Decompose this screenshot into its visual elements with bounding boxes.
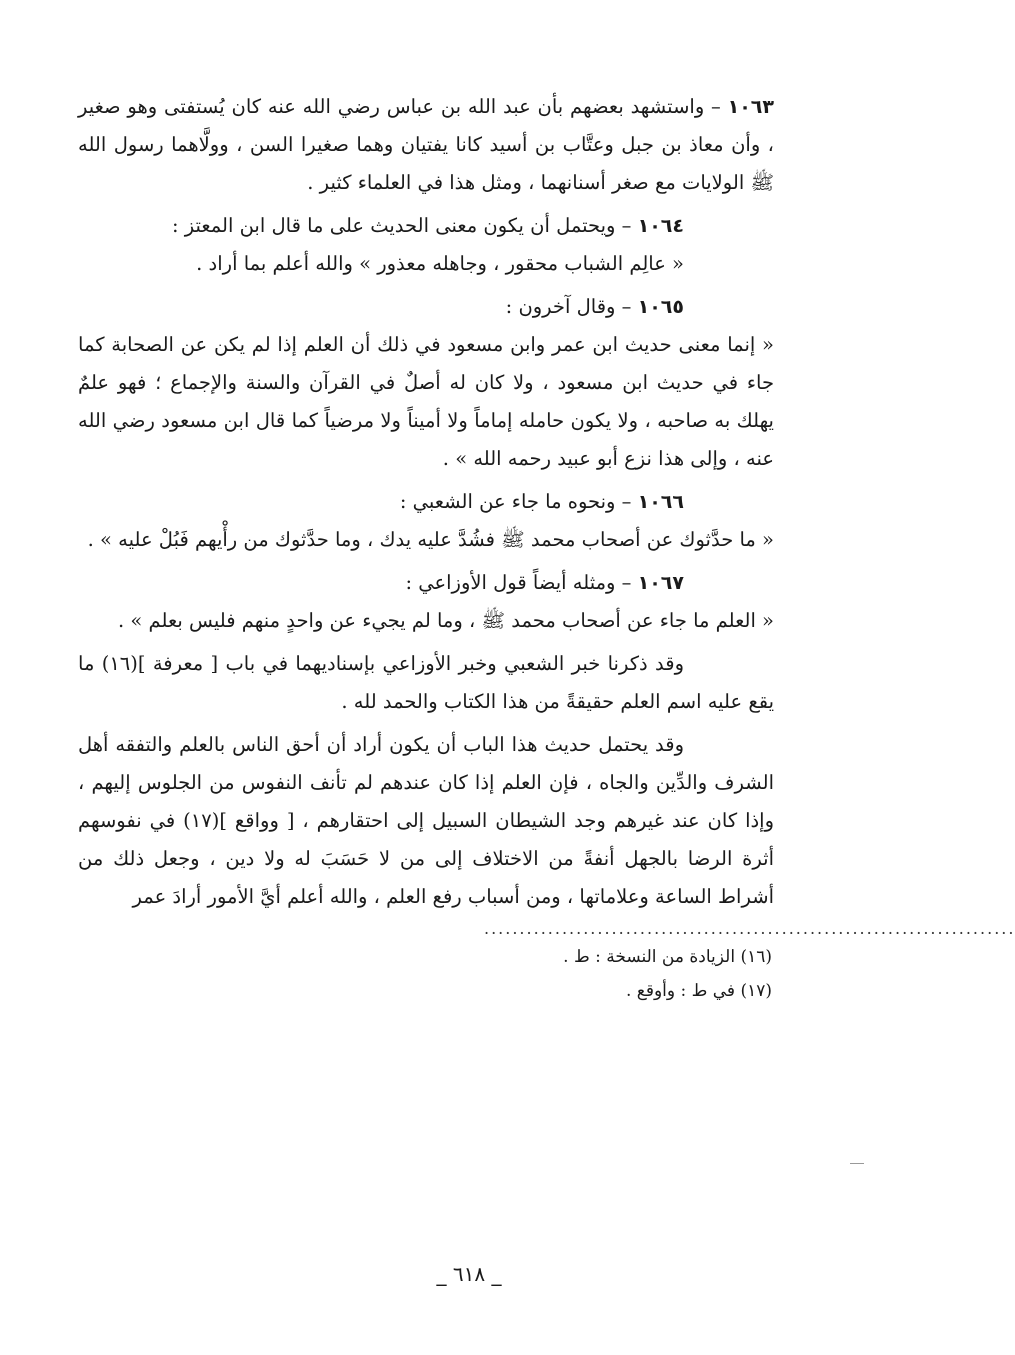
footnote-16: (١٦) الزيادة من النسخة : ط . (563, 947, 772, 967)
text-line: – وقال آخرون : (505, 295, 632, 318)
text-line: « إنما معنى حديث ابن عمر وابن مسعود في ذلك أن العلم إذا لم يكن عن الصحابة (111, 333, 774, 356)
paragraph-1067 (78, 564, 774, 602)
page-body (78, 88, 1015, 1328)
footnote-separator: ........................................................................... (484, 919, 1015, 938)
paragraph-1066 (78, 483, 774, 521)
text-line: « عالِم الشباب محقور ، وجاهله معذور » والله أعلم بما أراد . (196, 252, 684, 275)
scan-mark (850, 1163, 864, 1164)
text-line: – ويحتمل أن يكون معنى الحديث على ما قال ابن المعتز : (171, 214, 632, 237)
paragraph-number: ١٠٦٣ (727, 96, 774, 118)
text-line: « ما حدَّثوك عن أصحاب محمد ﷺ فشُدَّ عليه يدك ، وما حدَّثوك من رأْيهم (195, 528, 774, 551)
paragraph-note (78, 645, 774, 721)
paragraph-number: ١٠٦٥ (637, 296, 684, 318)
text-line: رضي الله عنه ، وإلى هذا نزع أبو عبيد رحمه الله » . (78, 409, 774, 470)
paragraph-1065 (78, 288, 774, 326)
text-line: وقد يحتمل حديث هذا الباب أن يكون أراد أن أحق الناس بالعلم والتفقه أهل (78, 733, 684, 756)
text-line: – ومثله أيضاً قول الأوزاعي : (405, 571, 632, 594)
text-line: فَبُلْ عليه » . (87, 528, 189, 551)
text-line: كما جاء في حديث ابن مسعود ، ولا كان له أصلٌ في القرآن والسنة والإجماع ؛ فهو (78, 333, 774, 394)
paragraph-number: ١٠٦٦ (637, 491, 684, 513)
text-line: بعلم » . (118, 609, 183, 632)
paragraph-number: ١٠٦٧ (637, 572, 684, 594)
text-line: وقد ذكرنا خبر الشعبي وخبر الأوزاعي بإسناديهما في باب [ معرفة ](١٦) ما يقع (78, 652, 774, 713)
page-number: _ ٦١٨ _ (436, 1262, 502, 1286)
text-line: رسول الله ﷺ الولايات مع صغر أسنانهما ، ومثل هذا في العلماء كثير . (78, 133, 774, 194)
text-line: صغير ، وأن معاذ بن جبل وعتَّاب بن أسيد كانا يفتيان وهما صغيرا السن ، وولَّاهما (78, 95, 774, 156)
footnote-17: (١٧) في ط : وأوقع . (625, 981, 772, 1001)
paragraph-1063 (78, 88, 774, 202)
paragraph-1064 (78, 207, 774, 283)
text-line: – ونحوه ما جاء عن الشعبي : (399, 490, 632, 513)
paragraph-commentary (78, 726, 774, 916)
text-line: عليه اسم العلم حقيقةً من هذا الكتاب والحمد لله . (341, 690, 743, 713)
paragraph-number: ١٠٦٤ (637, 215, 684, 237)
quote-block (78, 602, 774, 640)
text-line: من أشراط الساعة وعلاماتها ، ومن أسباب رفع العلم ، والله أعلم أيَّ الأمور أرادَ عمر (78, 847, 774, 908)
text-line: علمٌ يهلك به صاحبه ، ولا يكون حامله إماماً ولا أميناً ولا مرضياً كما قال ابن مسعود (78, 371, 774, 432)
text-line: وإذا كان عند غيرهم وجد الشيطان السبيل إلى احتقارهم ، [ وواقع ](١٧) في نفوسهم (78, 809, 775, 832)
text-line: أثرة الرضا بالجهل أنفةً من الاختلاف إلى من لا حَسَبَ له ولا دين ، وجعل ذلك (113, 847, 775, 870)
text-line: « العلم ما جاء عن أصحاب محمد ﷺ ، وما لم يجيء عن واحدٍ منهم فليس (189, 609, 774, 632)
text-line: – واستشهد بعضهم بأن عبد الله بن عباس رضي الله عنه كان يُستفتى وهو (127, 95, 721, 118)
quote-block (78, 326, 774, 478)
quote-block (78, 521, 774, 559)
text-line: الشرف والدِّين والجاه ، فإن العلم إذا كان عندهم لم تأنف النفوس من الجلوس إليهم ، (78, 771, 774, 794)
footnotes (78, 940, 774, 1008)
